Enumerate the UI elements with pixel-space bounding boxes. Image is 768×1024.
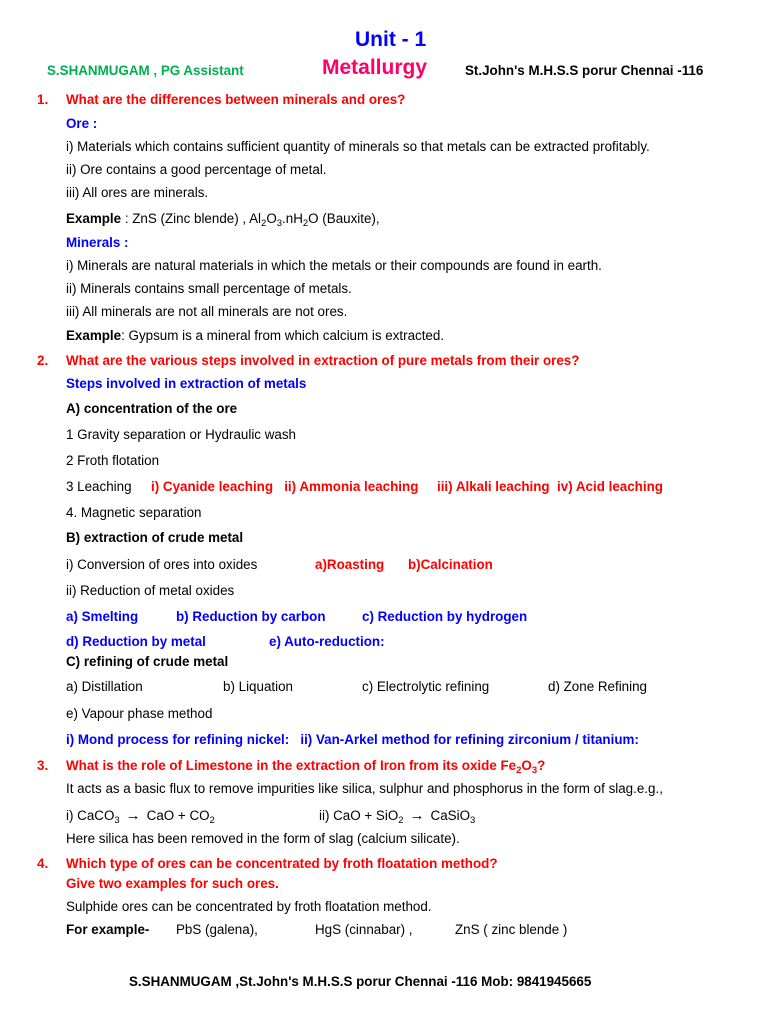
page-footer: S.SHANMUGAM ,St.John's M.H.S.S porur Chennai -116 Mob: 9841945665 bbox=[129, 974, 592, 989]
method-hydrogen: c) Reduction by hydrogen bbox=[362, 609, 528, 624]
list-item: a) Distillation bbox=[66, 679, 143, 694]
example-label: Example bbox=[66, 211, 122, 226]
formula-text: ii) CaO + SiO bbox=[319, 808, 399, 823]
arrow-icon: → bbox=[125, 807, 141, 824]
answer-text: It acts as a basic flux to remove impurities like silica, sulphur and phosphorus in the form of slag.e.g., bbox=[66, 781, 663, 796]
method-carbon: b) Reduction by carbon bbox=[176, 609, 326, 624]
list-item: HgS (cinnabar) , bbox=[315, 922, 413, 937]
subscript: 2 bbox=[209, 815, 215, 826]
formula-text: CaO + CO bbox=[146, 808, 210, 823]
question-number: 2. bbox=[37, 353, 49, 368]
method-metal: d) Reduction by metal bbox=[66, 634, 206, 649]
list-item: e) Vapour phase method bbox=[66, 706, 213, 721]
leaching-methods: i) Cyanide leaching ii) Ammonia leaching iii) Alkali leaching iv) Acid leaching bbox=[151, 479, 663, 494]
list-item: ii) Reduction of metal oxides bbox=[66, 583, 235, 598]
subsection-heading: A) concentration of the ore bbox=[66, 401, 238, 416]
list-item: i) Materials which contains sufficient quantity of minerals so that metals can be extracted profitably. bbox=[66, 139, 650, 154]
section-heading: Minerals : bbox=[66, 235, 129, 250]
question-text: What are the differences between minerals and ores? bbox=[66, 92, 406, 107]
list-item: i) Minerals are natural materials in which the metals or their compounds are found in earth. bbox=[66, 258, 602, 273]
list-item: 1 Gravity separation or Hydraulic wash bbox=[66, 427, 296, 442]
refining-extra: i) Mond process for refining nickel: ii) Van-Arkel method for refining zirconium / titanium: bbox=[66, 732, 639, 747]
method-roasting: a)Roasting bbox=[315, 557, 385, 572]
question-text bbox=[66, 758, 546, 776]
list-item: iii) All ores are minerals. bbox=[66, 185, 209, 200]
list-item: b) Liquation bbox=[223, 679, 293, 694]
question-number: 3. bbox=[37, 758, 49, 773]
example-label: Example bbox=[66, 328, 122, 343]
section-heading: Ore : bbox=[66, 116, 98, 131]
formula-text: CaSiO bbox=[430, 808, 470, 823]
list-item: 2 Froth flotation bbox=[66, 453, 160, 468]
example-label: For example- bbox=[66, 922, 150, 937]
page-title: Metallurgy bbox=[322, 56, 428, 79]
list-item: ii) Ore contains a good percentage of metal. bbox=[66, 162, 327, 177]
formula-text: : ZnS (Zinc blende) , Al bbox=[121, 211, 262, 226]
list-item: d) Zone Refining bbox=[548, 679, 647, 694]
subscript: 3 bbox=[114, 815, 120, 826]
question-part: What is the role of Limestone in the extraction of Iron from its oxide Fe bbox=[66, 758, 517, 773]
formula-text: O bbox=[266, 211, 277, 226]
list-item: ii) Minerals contains small percentage of metals. bbox=[66, 281, 352, 296]
question-text: Give two examples for such ores. bbox=[66, 876, 279, 891]
subsection-heading: B) extraction of crude metal bbox=[66, 530, 244, 545]
example-text: : Gypsum is a mineral from which calcium is extracted. bbox=[121, 328, 445, 343]
method-auto-reduction: e) Auto-reduction: bbox=[269, 634, 385, 649]
list-item: i) Conversion of ores into oxides bbox=[66, 557, 258, 572]
school-name: St.John's M.H.S.S porur Chennai -116 bbox=[465, 63, 704, 78]
answer-text: Here silica has been removed in the form of slag (calcium silicate). bbox=[66, 831, 460, 846]
list-item: ZnS ( zinc blende ) bbox=[455, 922, 568, 937]
author-name: S.SHANMUGAM , PG Assistant bbox=[47, 63, 244, 78]
example-line bbox=[66, 211, 380, 229]
list-item: iii) All minerals are not all minerals are not ores. bbox=[66, 304, 348, 319]
subscript: 3 bbox=[276, 218, 283, 229]
formula-text: O (Bauxite), bbox=[308, 211, 380, 226]
question-part: ? bbox=[537, 758, 546, 773]
reaction-2 bbox=[319, 807, 475, 824]
list-item: PbS (galena), bbox=[176, 922, 258, 937]
formula-text: i) CaCO bbox=[66, 808, 115, 823]
method-calcination: b)Calcination bbox=[408, 557, 493, 572]
question-part: O bbox=[521, 758, 532, 773]
subscript: 2 bbox=[302, 218, 309, 229]
reaction-1 bbox=[66, 807, 215, 824]
arrow-icon: → bbox=[409, 807, 425, 824]
subscript: 2 bbox=[398, 815, 404, 826]
example-line bbox=[66, 328, 444, 343]
subscript: 3 bbox=[531, 765, 538, 776]
formula-text: .nH bbox=[282, 211, 303, 226]
subscript: 2 bbox=[261, 218, 267, 229]
unit-title: Unit - 1 bbox=[355, 28, 427, 51]
question-text: Which type of ores can be concentrated by froth floatation method? bbox=[66, 856, 498, 871]
question-number: 1. bbox=[37, 92, 49, 107]
list-item: 3 Leaching bbox=[66, 479, 132, 494]
section-heading: Steps involved in extraction of metals bbox=[66, 376, 307, 391]
list-item: c) Electrolytic refining bbox=[362, 679, 490, 694]
subsection-heading: C) refining of crude metal bbox=[66, 654, 229, 669]
question-text: What are the various steps involved in extraction of pure metals from their ores? bbox=[66, 353, 580, 368]
subscript: 3 bbox=[470, 815, 476, 826]
list-item: 4. Magnetic separation bbox=[66, 505, 202, 520]
answer-text: Sulphide ores can be concentrated by froth floatation method. bbox=[66, 899, 432, 914]
subscript: 2 bbox=[516, 765, 522, 776]
question-number: 4. bbox=[37, 856, 49, 871]
method-smelting: a) Smelting bbox=[66, 609, 139, 624]
